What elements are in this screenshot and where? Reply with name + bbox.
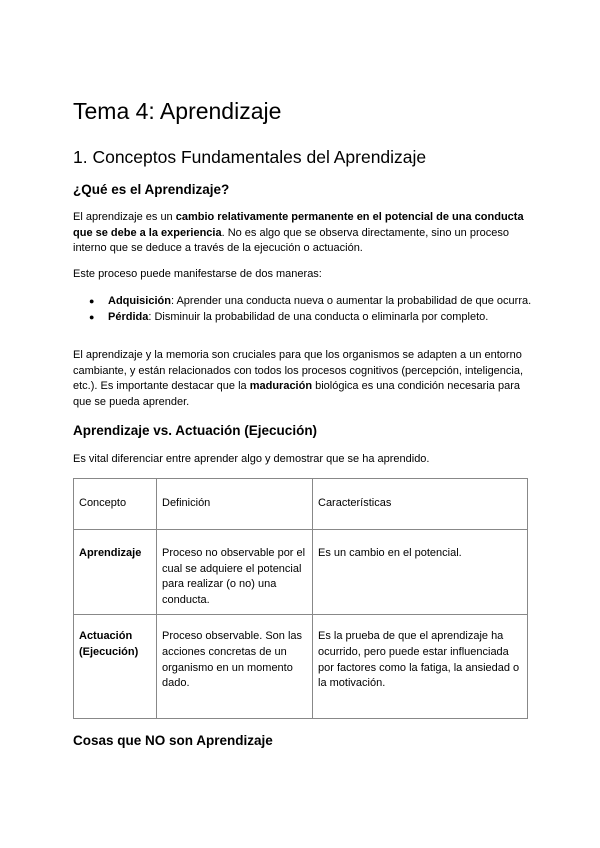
paragraph-memory: [73, 348, 535, 410]
comparison-table: [73, 478, 528, 719]
subheading-not-learning: Cosas que NO son Aprendizaje: [73, 733, 273, 748]
paragraph-text: biológica es una condición necesaria para que se pueda aprender.: [73, 380, 520, 408]
list-item-term: Adquisición: [108, 295, 171, 307]
bullet-list: [73, 294, 535, 325]
list-item: [73, 294, 535, 310]
table-cell-definition: Proceso no observable por el cual se adquiere el potencial para realizar (o no) una conducta.: [157, 530, 313, 615]
section-heading: 1. Conceptos Fundamentales del Aprendizaje: [73, 147, 427, 167]
list-item-text: : Disminuir la probabilidad de una conducta o eliminarla por completo.: [148, 310, 489, 323]
subheading-learning-vs-performance: Aprendizaje vs. Actuación (Ejecución): [73, 423, 318, 438]
bullet-icon: ●: [89, 296, 95, 306]
paragraph-bold-text: maduración: [249, 380, 313, 393]
table-header-row: [74, 479, 528, 530]
table-cell-definition: Proceso observable. Son las acciones concretas de un organismo en un momento dado.: [157, 615, 313, 719]
paragraph-text: El aprendizaje y la memoria son cruciales para que los organismos se adapten a un entorno cambiante, y están relacionados con todos los procesos cognitivos (percepción, inteligencia, etc.). Es importante destacar que la: [73, 349, 524, 393]
table-cell-characteristics: Es un cambio en el potencial.: [313, 530, 528, 615]
table-header-cell: Concepto: [74, 479, 157, 530]
subheading-what-is-learning: ¿Qué es el Aprendizaje?: [73, 182, 230, 197]
table-header-cell: Características: [313, 479, 528, 530]
bullet-icon: ●: [89, 311, 95, 322]
paragraph-manifest: Este proceso puede manifestarse de dos maneras:: [73, 268, 322, 280]
list-item-term: Pérdida: [108, 310, 149, 323]
table-header-cell: Definición: [157, 479, 313, 530]
paragraph-differentiate: Es vital diferenciar entre aprender algo y demostrar que se ha aprendido.: [73, 453, 430, 465]
paragraph-text: El aprendizaje es un: [73, 211, 176, 223]
list-item: [73, 310, 535, 326]
list-item-text: : Aprender una conducta nueva o aumentar la probabilidad de que ocurra.: [170, 295, 532, 307]
paragraph-definition: [73, 210, 535, 257]
table-cell-characteristics: Es la prueba de que el aprendizaje ha ocurrido, pero puede estar influenciada por factores como la fatiga, la ansiedad o la motivación.: [313, 615, 528, 719]
table-row: [74, 615, 528, 719]
paragraph-bold-text: cambio relativamente permanente en el potencial de una conducta que se debe a la experiencia: [73, 211, 524, 239]
table-cell-concept: Actuación (Ejecución): [74, 615, 157, 719]
page-title: Tema 4: Aprendizaje: [73, 98, 282, 124]
table-cell-concept: Aprendizaje: [74, 530, 157, 615]
paragraph-text: . No es algo que se observa directamente, sino un proceso interno que se deduce a través de la ejecución o actuación.: [73, 226, 509, 255]
table-row: [74, 530, 528, 615]
